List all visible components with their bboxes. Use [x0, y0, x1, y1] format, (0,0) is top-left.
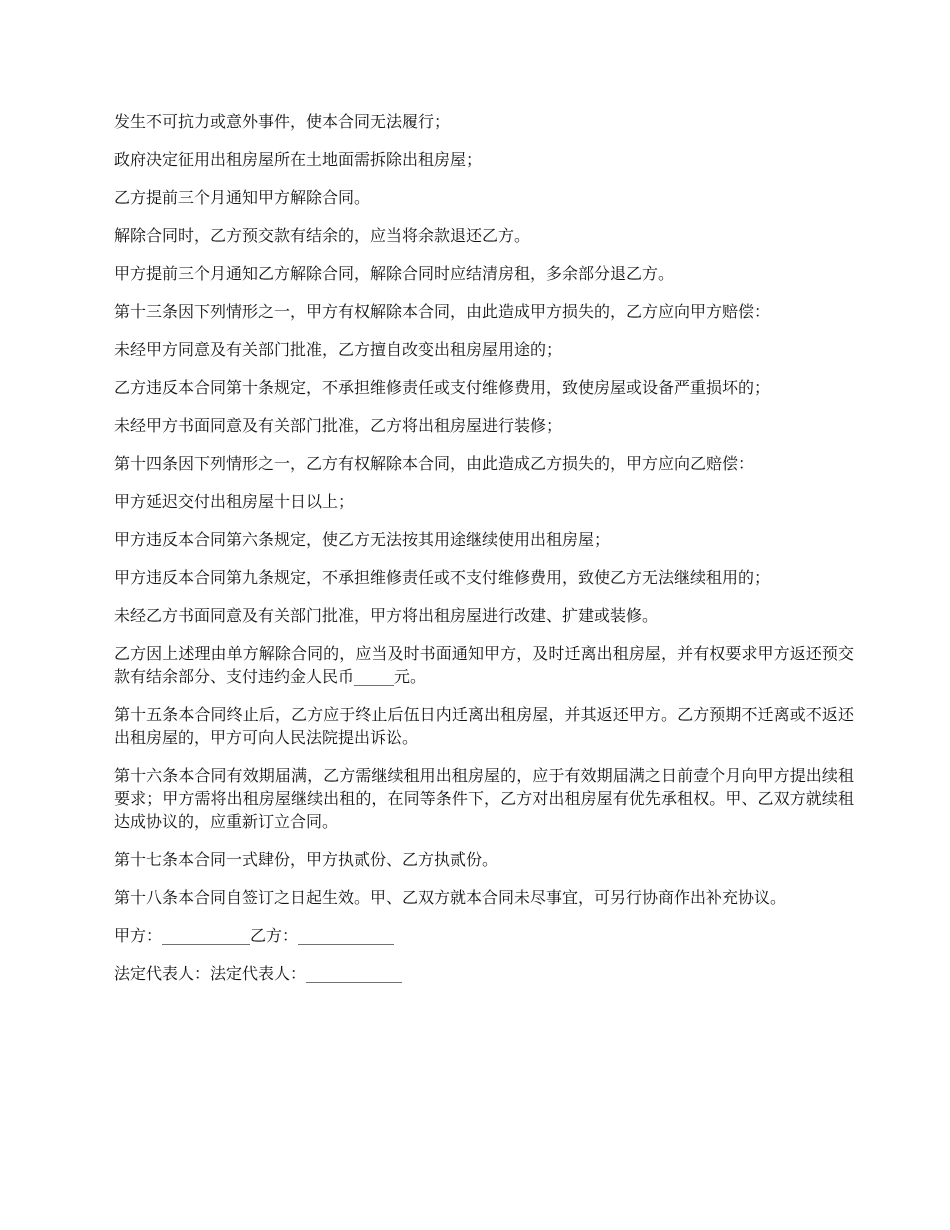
paragraph: 甲方违反本合同第六条规定，使乙方无法按其用途继续使用出租房屋； [114, 530, 611, 549]
signature-representatives-line: 法定代表人：法定代表人：____________ [114, 964, 403, 983]
paragraph: 未经甲方书面同意及有关部门批准，乙方将出租房屋进行装修； [114, 416, 563, 435]
paragraph: 甲方延迟交付出租房屋十日以上； [114, 492, 355, 511]
article-15: 第十五条本合同终止后，乙方应于终止后伍日内迁离出租房屋，并其返还甲方。乙方预期不迁离或不返还出租房屋的，甲方可向人民法院提出诉讼。 [114, 705, 854, 747]
article-16: 第十六条本合同有效期届满，乙方需继续租用出租房屋的，应于有效期届满之日前壹个月向甲方提出续租要求；甲方需将出租房屋继续出租的，在同等条件下，乙方对出租房屋有优先承租权。甲、乙双方就续租达成协议的，应重新订立合同。 [114, 766, 854, 831]
paragraph: 解除合同时，乙方预交款有结余的，应当将余款退还乙方。 [114, 226, 531, 245]
paragraph: 发生不可抗力或意外事件，使本合同无法履行； [114, 112, 451, 131]
paragraph: 乙方因上述理由单方解除合同的，应当及时书面通知甲方，及时迁离出租房屋，并有权要求甲方返还预交款有结余部分、支付违约金人民币_____元。 [114, 644, 854, 686]
document-body [114, 110, 854, 1000]
paragraph: 甲方违反本合同第九条规定，不承担维修责任或不支付维修费用，致使乙方无法继续租用的； [114, 568, 771, 587]
article-18: 第十八条本合同自签订之日起生效。甲、乙双方就本合同未尽事宜，可另行协商作出补充协议。 [114, 888, 787, 907]
article-14-heading: 第十四条因下列情形之一，乙方有权解除本合同，由此造成乙方损失的，甲方应向乙赔偿： [114, 454, 755, 473]
paragraph: 政府决定征用出租房屋所在土地面需拆除出租房屋； [114, 150, 483, 169]
signature-parties-line: 甲方：___________乙方：____________ [114, 926, 395, 945]
paragraph: 未经甲方同意及有关部门批准，乙方擅自改变出租房屋用途的； [114, 340, 563, 359]
paragraph: 甲方提前三个月通知乙方解除合同，解除合同时应结清房租，多余部分退乙方。 [114, 264, 675, 283]
paragraph: 未经乙方书面同意及有关部门批准，甲方将出租房屋进行改建、扩建或装修。 [114, 606, 659, 625]
article-13-heading: 第十三条因下列情形之一，甲方有权解除本合同，由此造成甲方损失的，乙方应向甲方赔偿： [114, 302, 771, 321]
article-17: 第十七条本合同一式肆份，甲方执贰份、乙方执贰份。 [114, 850, 499, 869]
paragraph: 乙方违反本合同第十条规定，不承担维修责任或支付维修费用，致使房屋或设备严重损坏的； [114, 378, 771, 397]
paragraph: 乙方提前三个月通知甲方解除合同。 [114, 188, 371, 207]
